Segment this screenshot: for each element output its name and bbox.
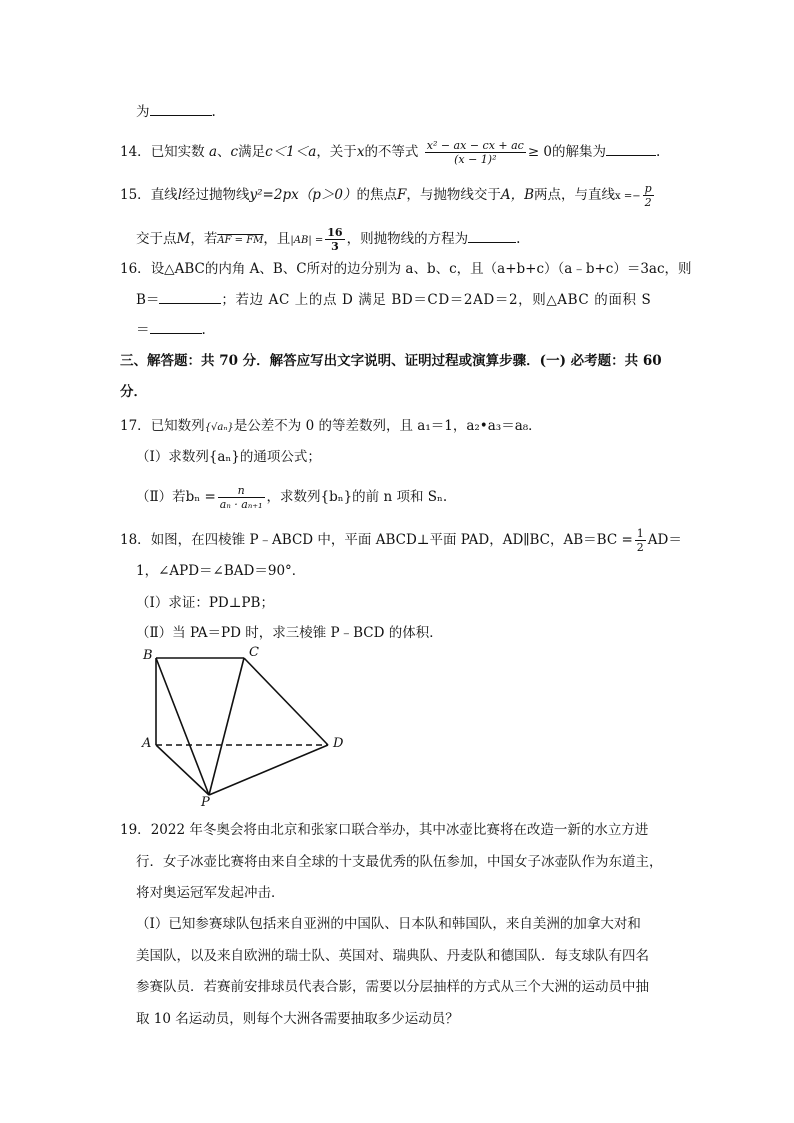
q19-line3: 将对奥运冠军发起冲击． xyxy=(136,885,285,901)
q16-answer-blank-1[interactable] xyxy=(159,291,221,304)
q15-var-AB: A，B xyxy=(500,187,534,203)
q17-text: （Ⅱ）若bₙ = xyxy=(136,489,216,505)
point-label-A: A xyxy=(142,736,152,751)
q19-number: 19． xyxy=(120,822,151,838)
q17-part1: （Ⅰ）求数列{aₙ}的通项公式； xyxy=(136,449,321,465)
q19-part1-line4: 取 10 名运动员，则每个大洲各需要抽取多少运动员？ xyxy=(136,1011,459,1027)
point-label-C: C xyxy=(249,645,259,660)
q15-text: 的焦点 xyxy=(356,187,397,203)
q15-number: 15． xyxy=(120,187,151,203)
q15-line2 xyxy=(136,226,520,253)
q16-text: ＝ xyxy=(136,322,150,338)
q15-text: ，且 xyxy=(263,231,291,247)
q18-frac-den: 2 xyxy=(636,541,644,554)
q18-part2: （Ⅱ）当 PA＝PD 时，求三棱锥 P﹣BCD 的体积． xyxy=(136,625,443,641)
q14-text: 已知实数 xyxy=(150,144,205,160)
q15-abs-ab: |AB| = xyxy=(290,235,324,246)
q14-line xyxy=(120,139,660,166)
q17-frac-den: aₙ · aₙ₊₁ xyxy=(219,498,263,511)
q15-text: 经过抛物线 xyxy=(182,187,250,203)
q15-frac-den: 3 xyxy=(331,240,339,253)
point-label-B: B xyxy=(143,648,153,663)
q19-part1-line1: （Ⅰ）已知参赛球队包括来自亚洲的中国队、日本队和韩国队，来自美洲的加拿大对和 xyxy=(136,916,641,932)
q17-part2 xyxy=(136,484,447,511)
q19-part1-line2: 美国队，以及来自欧洲的瑞士队、英国对、瑞典队、丹麦队和德国队．每支球队有四名 xyxy=(136,948,649,964)
q17-number: 17． xyxy=(120,418,151,434)
q13-answer-blank[interactable] xyxy=(150,103,212,116)
q16-period: . xyxy=(201,322,206,338)
q15-line1 xyxy=(120,182,656,209)
point-label-P: P xyxy=(201,795,210,810)
q14-text: 的不等式 xyxy=(364,144,419,160)
q16-text: B＝ xyxy=(136,292,160,308)
q15-var-M: M xyxy=(176,231,191,247)
q19-line2: 行．女子冰壶比赛将由来自全球的十支最优秀的队伍参加，中国女子冰壶队作为东道主， xyxy=(136,854,663,870)
q15-vector-eq: AF = FM xyxy=(217,235,264,246)
q15-var-F: F xyxy=(396,187,407,203)
q17-frac-num: n xyxy=(218,484,265,498)
q15-line-eq: x =− xyxy=(615,191,641,202)
q14-fraction xyxy=(425,139,526,166)
q16-line3 xyxy=(136,320,206,340)
q18-line2: 1，∠APD＝∠BAD＝90°． xyxy=(136,563,306,579)
q18-line1 xyxy=(120,527,682,554)
q16-line1 xyxy=(120,259,692,279)
q19-part1-line3: 参赛队员．若赛前安排球员代表合影，需要以分层抽样的方式从三个大洲的运动员中抽 xyxy=(136,979,649,995)
q15-var-l: l xyxy=(177,187,183,203)
q15-16-over-3 xyxy=(325,226,344,253)
q16-answer-blank-2[interactable] xyxy=(150,321,202,334)
q17-text: 已知数列 xyxy=(150,418,205,434)
q17-line1 xyxy=(120,416,542,438)
point-label-D: D xyxy=(333,736,344,751)
q18-text: 如图，在四棱锥 P﹣ABCD 中，平面 ABCD⊥平面 PAD，AD∥BC，AB＝BC = xyxy=(150,532,633,548)
q15-answer-blank[interactable] xyxy=(468,230,516,243)
q15-frac-num: p xyxy=(644,182,652,195)
q19-line1 xyxy=(120,820,648,840)
q16-text: 设△ABC的内角 A、B、C所对的边分别为 a、b、c，且（a+b+c）（a﹣b+c）＝3ac，则 xyxy=(150,261,692,277)
q18-half xyxy=(635,527,646,554)
q14-frac-numerator: x² − ax − cx + ac xyxy=(426,139,524,152)
section3-heading-line1: 三、解答题：共 70 分．解答应写出文字说明、证明过程或演算步骤．(一) 必考题：共 60 xyxy=(120,353,662,369)
q14-period: . xyxy=(656,144,661,160)
q17-text: 是公差不为 0 的等差数列，且 a₁＝1，a₂•a₃＝a₈． xyxy=(233,418,542,434)
q16-text: ；若边 AC 上的点 D 满足 BD＝CD＝2AD＝2，则△ABC 的面积 S xyxy=(221,292,652,308)
q16-line2 xyxy=(136,290,651,310)
q18-part1: （Ⅰ）求证：PD⊥PB； xyxy=(136,595,274,611)
q14-var-a: a xyxy=(208,144,218,160)
q14-text: 、 xyxy=(217,144,231,160)
q18-number: 18． xyxy=(120,532,151,548)
q14-condition: c＜1＜a xyxy=(265,144,317,160)
pyramid-figure xyxy=(136,650,376,810)
q13-period: . xyxy=(211,104,216,120)
q13-tail-text: 为 xyxy=(136,104,150,120)
q15-parabola-eq: y²=2px（p＞0） xyxy=(249,187,357,203)
q15-text: 两点，与直线 xyxy=(534,187,615,203)
q14-var-c: c xyxy=(230,144,239,160)
q15-frac-den: 2 xyxy=(644,196,652,209)
q15-text: ，则抛物线的方程为 xyxy=(346,231,469,247)
q18-text: AD＝ xyxy=(647,532,682,548)
q15-text: ，与抛物线交于 xyxy=(406,187,501,203)
q15-text: ，若 xyxy=(190,231,218,247)
q14-frac-denominator: (x − 1)² xyxy=(454,153,497,166)
q14-answer-blank[interactable] xyxy=(606,143,656,156)
q15-text: 直线 xyxy=(150,187,178,203)
q14-text: ，关于 xyxy=(316,144,357,160)
q14-text: 的解集为 xyxy=(552,144,607,160)
q15-text: 交于点 xyxy=(136,231,177,247)
q14-var-x: x xyxy=(356,144,365,160)
q17-text: ，求数列{bₙ}的前 n 项和 Sₙ. xyxy=(266,489,448,505)
q17-sqrt-seq: {√aₙ} xyxy=(204,422,234,433)
q15-frac-num: 16 xyxy=(327,226,343,239)
q19-text: 2022 年冬奥会将由北京和张家口联合举办，其中冰壶比赛将在改造一新的水立方进 xyxy=(150,822,649,838)
q15-p-over-2 xyxy=(643,182,654,209)
q17-bn-fraction xyxy=(218,484,265,511)
q13-tail-line xyxy=(136,102,216,122)
q15-period: . xyxy=(516,231,521,247)
section3-heading-line2: 分． xyxy=(120,384,147,400)
q14-number: 14． xyxy=(120,144,151,160)
q14-text: 满足 xyxy=(238,144,266,160)
q16-number: 16． xyxy=(120,261,151,277)
q14-ge-zero: ≥ 0 xyxy=(527,144,553,160)
q18-frac-num: 1 xyxy=(636,527,644,540)
